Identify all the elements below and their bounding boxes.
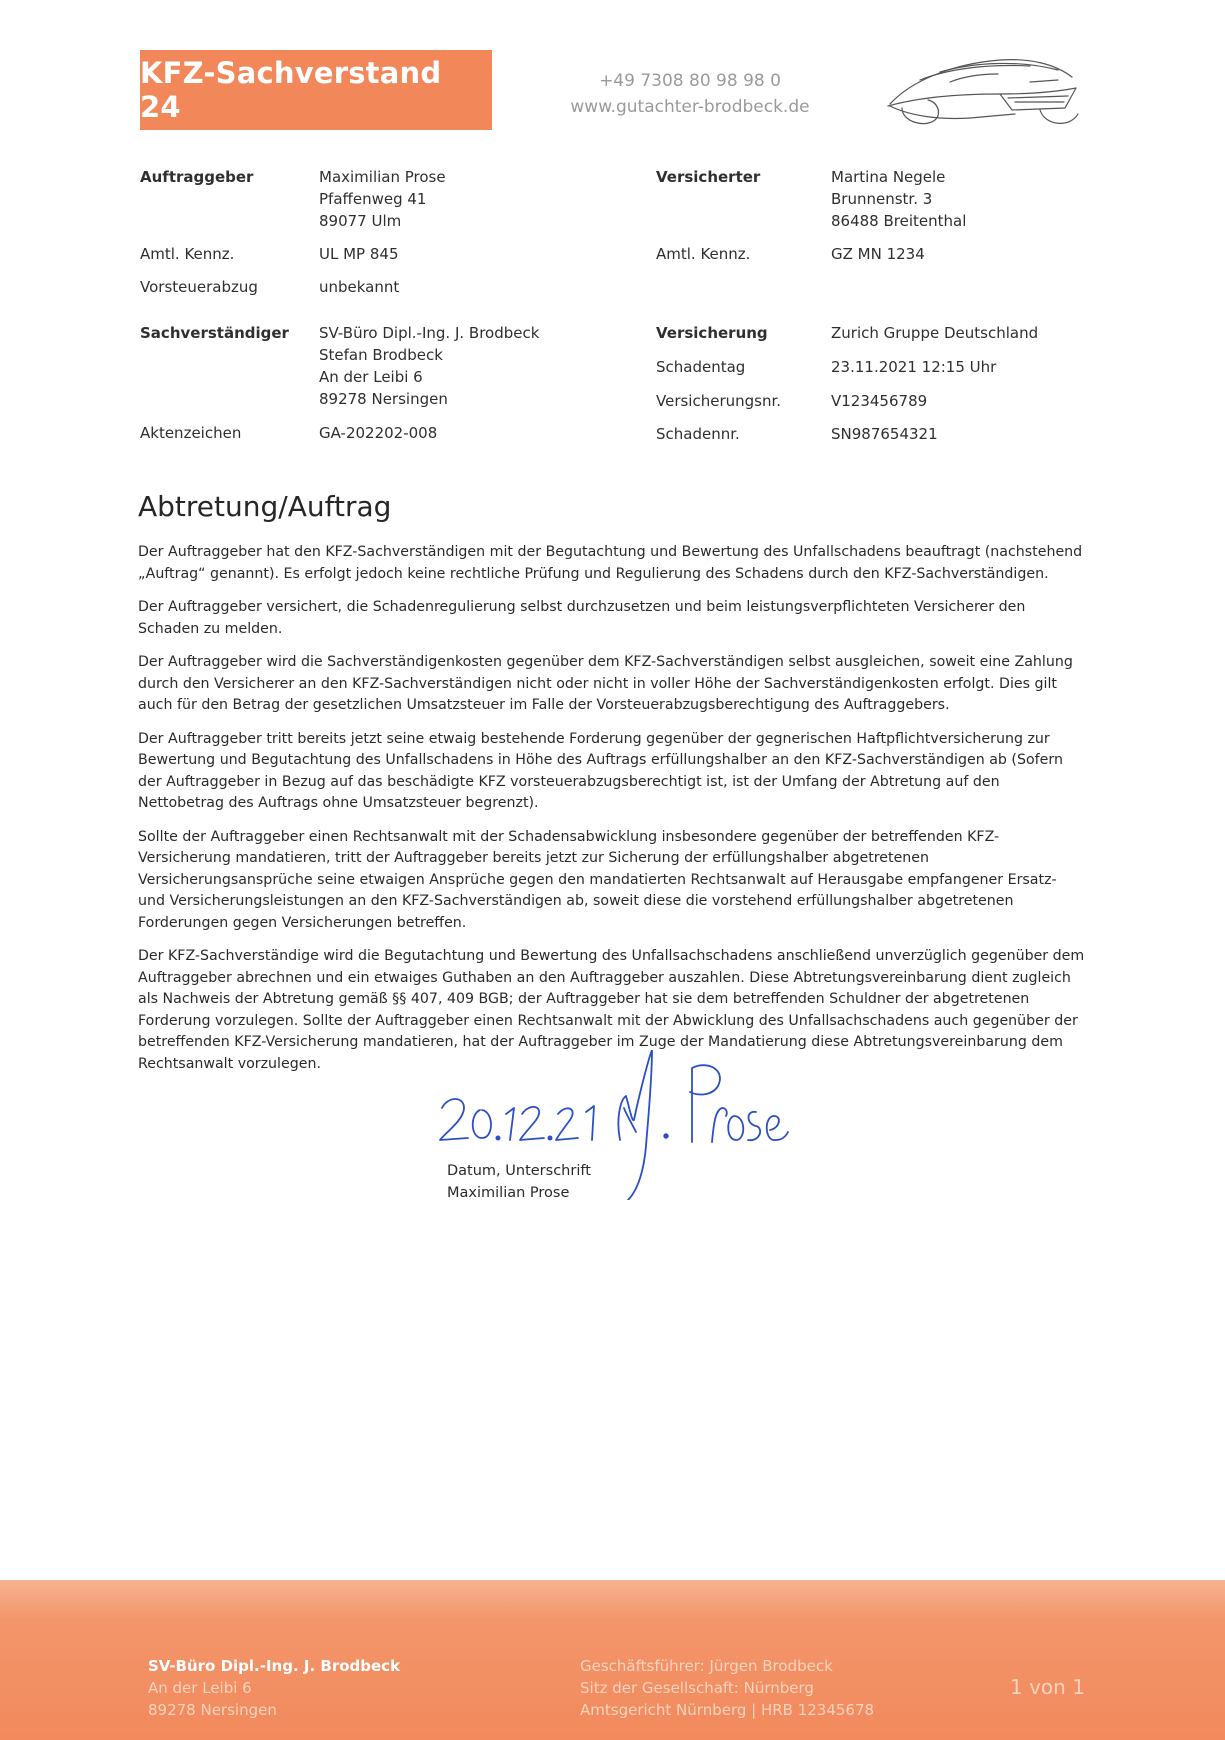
file-number: GA-202202-008: [319, 424, 438, 442]
car-sketch-icon: [880, 42, 1085, 142]
client-name: Maximilian Prose: [319, 168, 446, 186]
expert-street: An der Leibi 6: [319, 368, 423, 386]
file-number-label: Aktenzeichen: [140, 424, 242, 442]
document-title: Abtretung/Auftrag: [138, 490, 392, 523]
footer-office: SV-Büro Dipl.-Ing. J. Brodbeck: [148, 1657, 401, 1675]
insured-plate: GZ MN 1234: [831, 245, 925, 263]
expert-city: 89278 Nersingen: [319, 390, 448, 408]
tax-deduction-value: unbekannt: [319, 278, 400, 296]
footer: [0, 1580, 1225, 1740]
paragraph: Der Auftraggeber hat den KFZ-Sachverständigen mit der Begutachtung und Bewertung des Unfallschadens beauftragt (nachstehend „Auftrag“ genannt). Es erfolgt jedoch keine rechtliche Prüfung und Regulierung des Schadens durch den KFZ-Sachverständigen.: [138, 544, 1083, 582]
footer-street: An der Leibi 6: [148, 1679, 252, 1697]
insured-city: 86488 Breitenthal: [831, 212, 967, 230]
footer-city: 89278 Nersingen: [148, 1701, 277, 1719]
document-body: [138, 542, 1088, 1087]
page-number: 1 von 1: [1010, 1675, 1085, 1699]
expert-name: Stefan Brodbeck: [319, 346, 443, 364]
insured-plate-label: Amtl. Kennz.: [656, 245, 751, 263]
policy-number-label: Versicherungsnr.: [656, 392, 782, 410]
expert-label: Sachverständiger: [140, 324, 289, 342]
brand-banner: KFZ-Sachverstand 24: [140, 50, 492, 130]
footer-seat: Sitz der Gesellschaft: Nürnberg: [580, 1679, 814, 1697]
signer-name: Maximilian Prose: [447, 1185, 570, 1201]
claim-number: SN987654321: [831, 425, 938, 443]
footer-manager: Geschäftsführer: Jürgen Brodbeck: [580, 1657, 833, 1675]
footer-company: [580, 1655, 874, 1721]
policy-number: V123456789: [831, 392, 928, 410]
client-street: Pfaffenweg 41: [319, 190, 427, 208]
client-city: 89077 Ulm: [319, 212, 402, 230]
client-plate: UL MP 845: [319, 245, 399, 263]
paragraph: Sollte der Auftraggeber einen Rechtsanwalt mit der Schadensabwicklung insbesondere gegenüber der betreffenden KFZ-Versicherung mandatieren, tritt der Auftraggeber bereits jetzt zur Sicherung der erfüllungshalber abgetretenen Versicherungsansprüche seine etwaigen Ansprüche gegen den mandatierten Rechtsanwalt auf Herausgabe empfangener Ersatz- und Versicherungsleistungen an den KFZ-Sachverständigen ab, soweit diese die vorstehend erfüllungshalber abgetretenen Forderungen gegen Versicherungen betreffen.: [138, 828, 1057, 931]
contact-block: [540, 68, 840, 120]
paragraph: Der KFZ-Sachverständige wird die Begutachtung und Bewertung des Unfallsachschadens anschließend unverzüglich gegenüber dem Auftraggeber abrechnen und ein etwaiges Guthaben an den Auftraggeber auszahlen. Diese Abtretungsvereinbarung dient zugleich als Nachweis der Abtretung gemäß §§ 407, 409 BGB; der Auftraggeber hat sie dem betreffenden Schuldner der abgetretenen Forderung vorzulegen. Sollte der Auftraggeber einen Rechtsanwalt mit der Abwicklung des Unfallsachschadens auch gegenüber der betreffenden KFZ-Versicherung mandatieren, hat der Auftraggeber im Zuge der Mandatierung diese Abtretungsvereinbarung dem Rechtsanwalt vorzulegen.: [138, 948, 1085, 1072]
claim-number-label: Schadennr.: [656, 425, 740, 443]
footer-court: Amtsgericht Nürnberg | HRB 12345678: [580, 1701, 875, 1719]
insured-label: Versicherter: [656, 168, 761, 186]
signature-caption: [447, 1160, 591, 1204]
damage-date: 23.11.2021 12:15 Uhr: [831, 358, 997, 376]
expert-office: SV-Büro Dipl.-Ing. J. Brodbeck: [319, 324, 540, 342]
damage-date-label: Schadentag: [656, 358, 746, 376]
tax-deduction-label: Vorsteuerabzug: [140, 278, 258, 296]
paragraph: Der Auftraggeber versichert, die Schadenregulierung selbst durchzusetzen und beim leistungsverpflichteten Versicherer den Schaden zu melden.: [138, 599, 1026, 637]
paragraph: Der Auftraggeber wird die Sachverständigenkosten gegenüber dem KFZ-Sachverständigen selbst ausgleichen, soweit eine Zahlung durch den Versicherer an den KFZ-Sachverständigen nicht oder nicht in voller Höhe der Sachverständigenkosten erfolgt. Dies gilt auch für den Betrag der gesetzlichen Umsatzsteuer im Falle der Vorsteuerabzugsberechtigung des Auftraggebers.: [138, 654, 1073, 713]
insured-name: Martina Negele: [831, 168, 946, 186]
phone-number: +49 7308 80 98 98 0: [599, 71, 781, 91]
insured-street: Brunnenstr. 3: [831, 190, 933, 208]
signature-label: Datum, Unterschrift: [447, 1163, 591, 1179]
insurance-name: Zurich Gruppe Deutschland: [831, 324, 1039, 342]
website-link[interactable]: www.gutachter-brodbeck.de: [570, 97, 810, 117]
footer-address: [148, 1655, 400, 1721]
insurance-label: Versicherung: [656, 324, 768, 342]
client-plate-label: Amtl. Kennz.: [140, 245, 235, 263]
paragraph: Der Auftraggeber tritt bereits jetzt seine etwaig bestehende Forderung gegenüber der gegnerischen Haftpflichtversicherung zur Bewertung und Begutachtung des Unfallschadens in Höhe des Auftrags erfüllungshalber an den KFZ-Sachverständigen ab (Sofern der Auftraggeber in Bezug auf das beschädigte KFZ vorsteuerabzugsberechtigt ist, ist der Umfang der Abtretung auf den Nettobetrag des Auftrags ohne Umsatzsteuer begrenzt).: [138, 730, 1063, 811]
client-label: Auftraggeber: [140, 168, 254, 186]
